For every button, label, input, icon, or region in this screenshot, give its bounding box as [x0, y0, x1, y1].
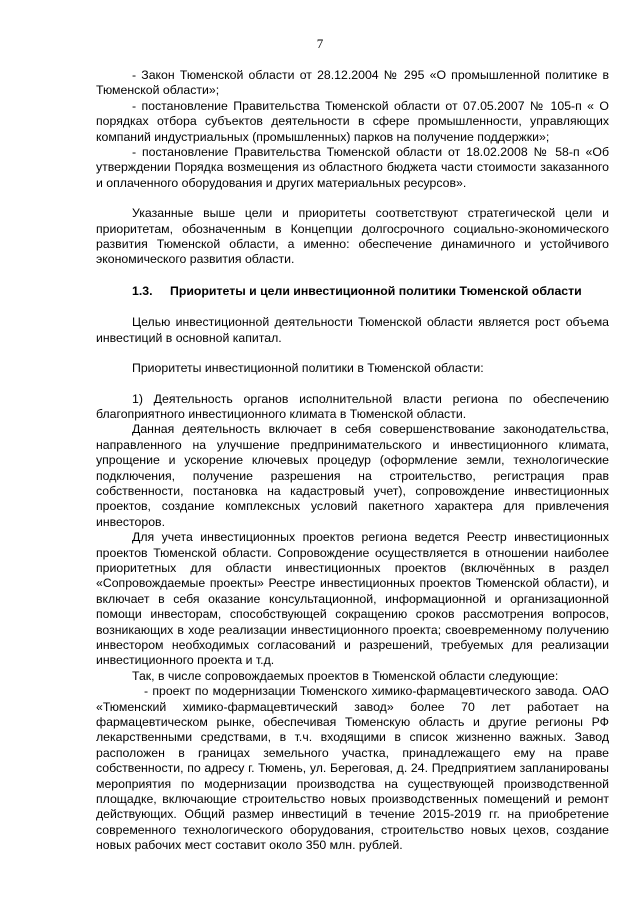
paragraph-supported-projects: Так, в числе сопровождаемых проектов в Тюменской области следующие:: [132, 668, 559, 683]
paragraph-law-295: - Закон Тюменской области от 28.12.2004 № 295 «О промышленной политике в Тюменской области»;: [96, 68, 609, 98]
section-number: 1.3.: [132, 283, 153, 298]
paragraph-priority-1: 1) Деятельность органов исполнительной власти региона по обеспечению благоприятного инвестиционного климата в Тюменской области.: [96, 391, 609, 421]
page-number: 7: [316, 36, 324, 51]
section-heading: [132, 284, 609, 299]
section-title: Приоритеты и цели инвестиционной политики Тюменской области: [170, 283, 582, 298]
paragraph-pharma-plant-project: - проект по модернизации Тюменского химико-фармацевтического завода. ОАО «Тюменский химико-фармацевтический завод» более 70 лет работает на фармацевтическом рынке, обеспечивая Тюменскую область и другие регионы РФ лекарственными средствами, в т.ч. входящими в список жизненно важных. Завод расположен в границах земельного участка, принадлежащего ему на праве собственности, по адресу г. Тюмень, ул. Береговая, д. 24. Предприятием запланированы мероприятия по модернизации производства на существующей производственной площадке, включающие строительство новых производственных помещений и ремонт действующих. Общий размер инвестиций в течение 2015-2019 гг. на приобретение современного технологического оборудования, строительство новых цехов, создание новых рабочих мест составит около 350 млн. рублей.: [96, 684, 609, 853]
paragraph-investment-goal: Целью инвестиционной деятельности Тюменской области является рост объема инвестиций в основной капитал.: [96, 315, 609, 345]
paragraph-activity-includes: Данная деятельность включает в себя совершенствование законодательства, направленного на улучшение предпринимательского и инвестиционного климата, упрощение и ускорение ключевых процедур (оформление земли, технологические подключения, получение разрешения на строительство, регистрация прав собственности, постановка на кадастровый учет), сопровождение инвестиционных проектов, создание комплексных условий пакетного характера для привлечения инвесторов.: [96, 422, 609, 529]
paragraph-goals-correspond: Указанные выше цели и приоритеты соответствуют стратегической цели и приоритетам, обозначенным в Концепции долгосрочного социально-экономического развития Тюменской области, а именно: обеспечение динамичного и устойчивого экономического развития области.: [96, 206, 609, 267]
paragraph-resolution-58: - постановление Правительства Тюменской области от 18.02.2008 № 58-п «Об утверждении Порядка возмещения из областного бюджета части стоимости заказанного и оплаченного оборудования и других материальных ресурсов».: [96, 145, 609, 190]
document-body: [96, 68, 609, 854]
paragraph-priorities-intro: Приоритеты инвестиционной политики в Тюменской области:: [132, 361, 484, 376]
paragraph-project-registry: Для учета инвестиционных проектов региона ведется Реестр инвестиционных проектов Тюменской области. Сопровождение осуществляется в отношении наиболее приоритетных для области инвестиционных проектов (включённых в раздел «Сопровождаемые проекты» Реестре инвестиционных проектов Тюменской области), и включает в себя оказание консультационной, информационной и организационной помощи инвесторам, способствующей сокращению сроков рассмотрения вопросов, возникающих в ходе реализации инвестиционного проекта; своевременному получению инвестором необходимых согласований и разрешений, требуемых для реализации инвестиционного проекта и т.д.: [96, 530, 609, 668]
paragraph-resolution-105: - постановление Правительства Тюменской области от 07.05.2007 № 105-п « О порядках отбора субъектов деятельности в сфере промышленности, управляющих компаний индустриальных (промышленных) парков на получение поддержки»;: [96, 98, 609, 144]
